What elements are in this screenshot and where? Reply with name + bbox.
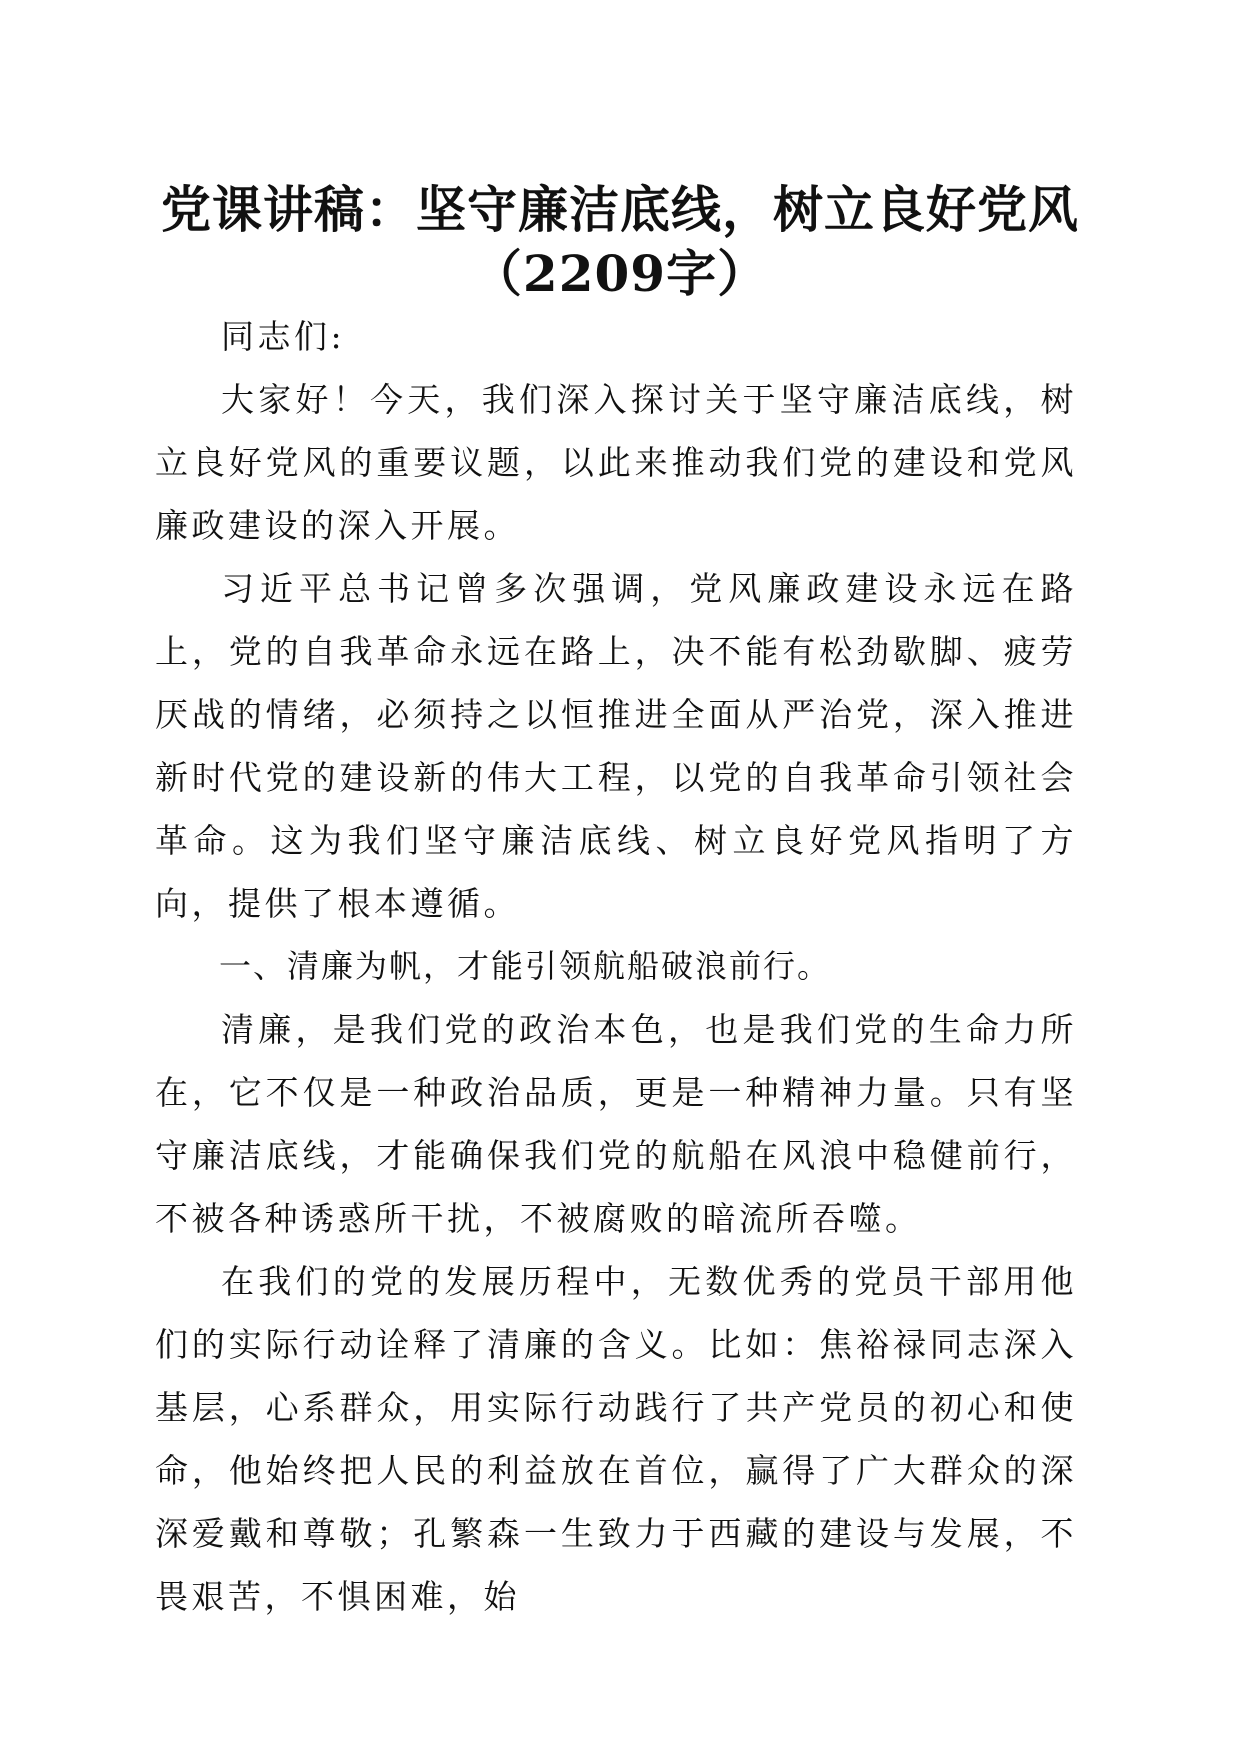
paragraph-xi-quote: 习近平总书记曾多次强调，党风廉政建设永远在路上，党的自我革命永远在路上，决不能有松劲歇脚、疲劳厌战的情绪，必须持之以恒推进全面从严治党，深入推进新时代党的建设新的伟大工程，以党的自我革命引领社会革命。这为我们坚守廉洁底线、树立良好党风指明了方向，提供了根本遵循。 <box>155 569 1077 923</box>
word-count-subtitle: （2209字） <box>471 244 769 303</box>
section-heading-1: 一、清廉为帆，才能引领航船破浪前行。 <box>219 947 832 985</box>
paragraph-examples: 在我们的党的发展历程中，无数优秀的党员干部用他们的实际行动诠释了清廉的含义。比如：焦裕禄同志深入基层，心系群众，用实际行动践行了共产党员的初心和使命，他始终把人民的利益放在首位，赢得了广大群众的深深爱戴和尊敬；孔繁森一生致力于西藏的建设与发展，不畏艰苦，不惧困难，始 <box>155 1262 1077 1616</box>
salutation: 同志们: <box>221 317 346 356</box>
document-title: 党课讲稿：坚守廉洁底线，树立良好党风 <box>161 180 1079 239</box>
document-body <box>155 305 1077 1628</box>
paragraph-greeting: 大家好！今天，我们深入探讨关于坚守廉洁底线，树立良好党风的重要议题，以此来推动我们党的建设和党风廉政建设的深入开展。 <box>155 380 1077 545</box>
paragraph-integrity: 清廉，是我们党的政治本色，也是我们党的生命力所在，它不仅是一种政治品质，更是一种精神力量。只有坚守廉洁底线，才能确保我们党的航船在风浪中稳健前行，不被各种诱惑所干扰，不被腐败的暗流所吞噬。 <box>155 1010 1077 1238</box>
